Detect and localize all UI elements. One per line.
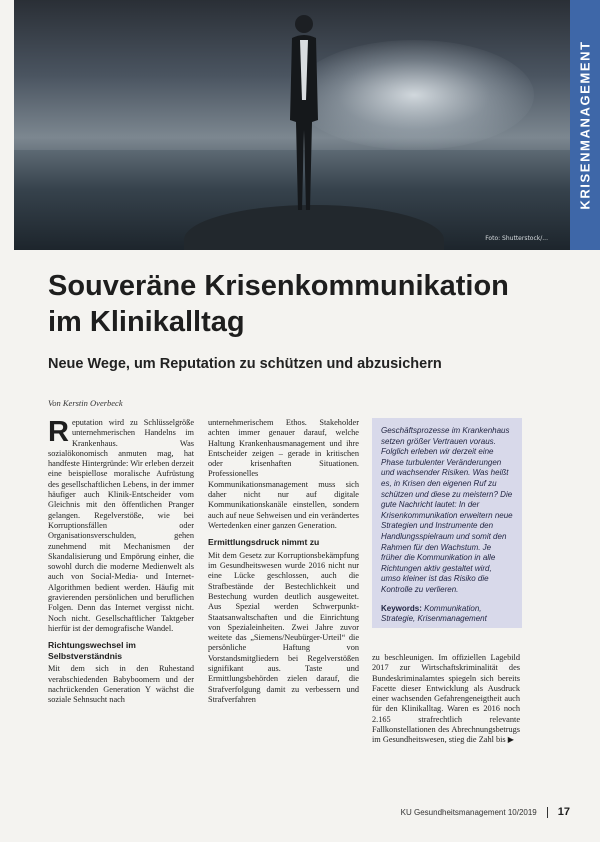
keywords-label: Keywords: (381, 603, 422, 613)
paragraph: eputation wird zu Schlüsselgröße unternehmerischen Handelns im Krankenhaus. Was sozialökonomisch anmuten mag, hat handfeste Hintergründe: Wir erleben derzeit eine beispiellose moralische Aufrüstung des gesellschaftlichen Lebens, in der immer häufiger auch Klinik-Entscheider vom Gleichnis mit den öffentlichen Pranger gelangen. Regelverstöße, wie bei Korruptionsfällen oder Organisationsverschulden, gehen zunehmend mit Mechanismen der Skandalisierung und Empörung einher, die sowohl durch die moderne Medienwelt als auch von Social-Media- und Internet-Algorithmen bedient werden. Häufig mit gravierenden persönlichen und beruflichen Folgen. Denn das Internet vergisst nicht. Noch nicht. Gesellschaftlicher Taktgeber hierfür ist der demografische Wandel. (48, 418, 194, 633)
article-subtitle: Neue Wege, um Reputation zu schützen und abzusichern (48, 356, 442, 372)
drop-cap: R (48, 418, 69, 448)
byline: Von Kerstin Overbeck (48, 398, 123, 408)
footer-divider (547, 807, 548, 818)
journal-name: KU Gesundheitsmanagement 10/2019 (400, 807, 537, 817)
paragraph: Mit dem Gesetz zur Korruptionsbekämpfung im Gesundheitswesen wurde 2016 nicht nur eine Lücke geschlossen, auch die Strafbestände der Bestechlichkeit und Bestechung wurden deutlich ausgeweitet. Aus Spezial werden Schwerpunkt-Staatsanwaltschaften und die Einrichtung von Spezialeinheiten. Zwei Jahre zuvor weitete das „Siemens/Neubürger-Urteil“ die persönliche Haftung von Vorstandsmitgliedern bei Regelverstößen signifikant aus. Taste und Ermittlungsbehörden zielen darauf, die Strafverfolgung damit zu verbessern und Strafverfahren (208, 550, 359, 704)
section-heading: Ermittlungsdruck nimmt zu (208, 537, 320, 548)
abstract-text: Geschäftsprozesse im Krankenhaus setzen größer Vertrauen voraus. Folglich erleben wir derzeit eine Phase turbulenter Veränderungen und wachsender Risiken. Was heißt es, in Krisen den eigenen Ruf zu schützen und diese zu meistern? Die gute Nachricht lautet: In der Krisenkommunikation erweitern neue Strategien und Instrumente den Handlungsspielraum und somit den Rahmen für den Wachstum. Je früher die Kommunikation in alle Richtungen aktiv gestaltet wird, umso kleiner ist das Risiko die Kontrolle zu verlieren. (381, 426, 513, 594)
column-2 (208, 418, 359, 800)
continue-arrow-icon: ▶ (507, 735, 514, 745)
sky-glow (294, 40, 534, 150)
page-number: 17 (557, 806, 570, 818)
abstract-box (372, 418, 522, 628)
article-title: Souveräne Krisenkommunikation im Klinikalltag (48, 270, 509, 338)
keywords (381, 604, 513, 625)
column-1 (48, 418, 194, 800)
keywords-text: Kommunikation, Strategie, Krisenmanagement (381, 603, 487, 624)
paragraph: unternehmerischem Ethos. Stakeholder achten immer genauer darauf, welche Haltung Krankenhausmanagement und ihre Entscheider zeigen – gerade in kritischen oder krisenhaften Situationen. Professionelles Kommunikationsmanagement muss sich daher nicht nur auf digitale Kommunikationskanäle einstellen, sondern auch auf neue Sehweisen und ein verändertes Wertedenken einer ganzen Generation. (208, 418, 359, 530)
photo-credit: Foto: Shutterstock/... (485, 235, 548, 242)
paragraph: Mit dem sich in den Ruhestand verabschiedenden Babyboomern und der nachrückenden Generation Y wächst die soziale Sehnsucht nach (48, 664, 194, 705)
section-heading: Richtungswechsel im Selbstverständnis (48, 640, 136, 661)
section-tab (570, 0, 600, 250)
page-footer (401, 806, 570, 818)
paragraph-text: zu beschleunigen. Im offiziellen Lagebild 2017 zur Wirtschaftskriminalität des Bundeskriminalamtes spiegeln sich bereits Facette dieser Entwicklung als Ausdruck einer wachsenden Gefahrengeneigtheit auch für den Klinikalltag. Waren es 2016 noch 2.165 strafrechtlich relevante Fallkonstellationen des Abrechnungsbetrugs im Gesundheitswesen, stieg die Zahl bis (372, 653, 520, 745)
standing-man-figure (284, 10, 324, 220)
section-tab-label: KRISENMANAGEMENT (577, 40, 593, 210)
paragraph (372, 653, 520, 746)
column-3 (372, 653, 520, 801)
header-photo (14, 0, 570, 250)
